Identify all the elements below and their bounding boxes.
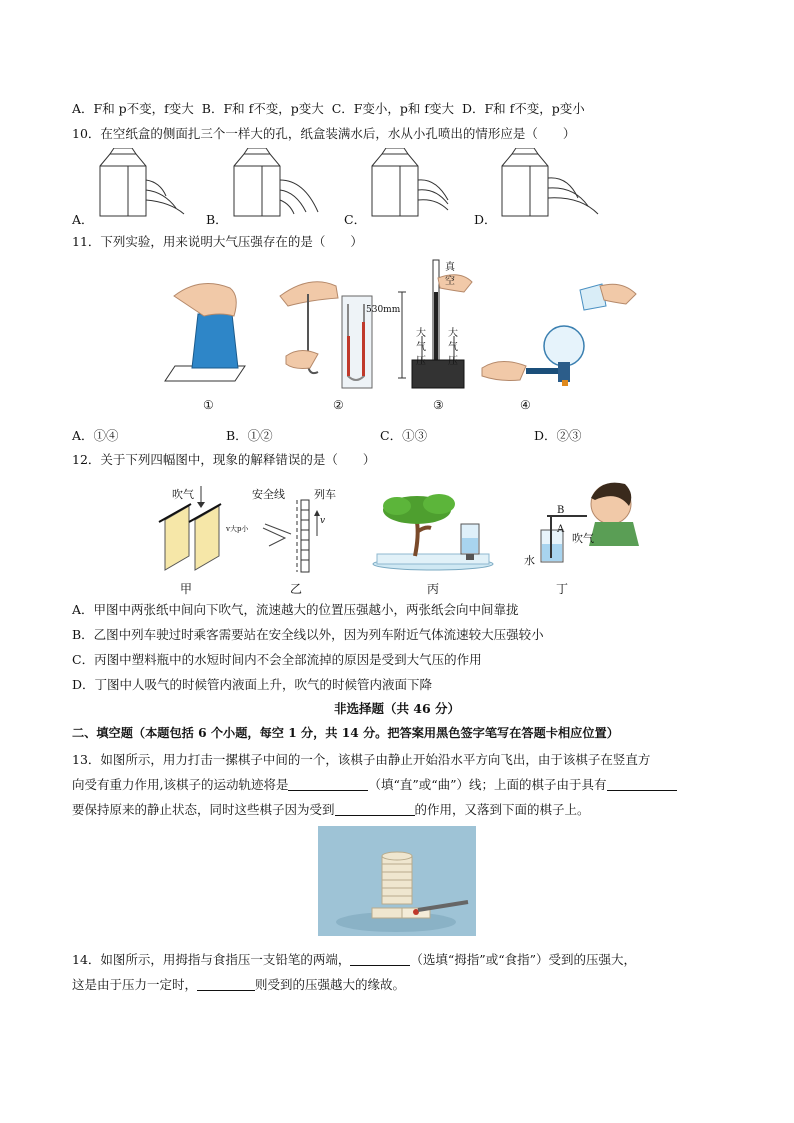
q12-label-blow: 吹气 — [172, 488, 194, 501]
q10-figures — [72, 148, 692, 226]
q11-fig3-atm-r3: 压 — [448, 356, 458, 367]
q12-label-b: B — [557, 505, 565, 516]
q10-carton-d — [502, 148, 598, 216]
q11-stem: 11．下列实验，用来说明大气压强存在的是（ ） — [72, 234, 363, 249]
q11-fig3-atm-r1: 大 — [448, 328, 458, 339]
q10-label-b: B． — [206, 212, 228, 227]
q11-fig-label-2: ② — [333, 398, 344, 412]
q12-fig-ding-boy — [541, 483, 639, 562]
q13-blank-1[interactable] — [288, 776, 368, 791]
q13-photo-chess-stack — [318, 826, 476, 936]
q12-label-water: 水 — [524, 554, 535, 567]
q13-line1: 13．如图所示，用力打击一摞棋子中间的一个，该棋子由静止开始沿水平方向飞出，由于该棋子在竖直方 — [72, 752, 651, 767]
q14-line1a: 14．如图所示，用拇指与食指压一支铅笔的两端， — [72, 952, 351, 967]
q14-line2a: 这是由于压力一定时， — [72, 977, 198, 992]
q13-blank-3[interactable] — [335, 801, 415, 816]
q12-label-fast-small: v大p小 — [226, 525, 249, 533]
q10-carton-c — [372, 148, 448, 216]
q12-label-v: v — [320, 516, 326, 526]
q9-option-c: C．F变小，p和 f变大 — [331, 101, 455, 116]
q14-line1 — [72, 951, 636, 969]
q11-fig3-vac1: 真 — [445, 262, 455, 273]
q12-caption-ding: 丁 — [556, 582, 569, 596]
q12-fig-yi-platform — [263, 500, 320, 572]
q12-option-a: A．甲图中两张纸中间向下吹气，流速越大的位置压强越小，两张纸会向中间靠拢 — [72, 602, 519, 617]
q12-caption-bing: 丙 — [427, 582, 440, 596]
q13-line3 — [72, 801, 590, 819]
q11-fig-label-4: ④ — [520, 398, 531, 412]
q14-blank-2[interactable] — [197, 976, 255, 991]
q12-option-c: C．丙图中塑料瓶中的水短时间内不会全部流掉的原因是受到大气压的作用 — [72, 652, 482, 667]
q10-carton-b — [234, 148, 318, 216]
q11-fig-label-1: ① — [203, 398, 214, 412]
q11-fig3-vac2: 空 — [445, 276, 455, 287]
q10-label-a: A． — [72, 212, 94, 227]
q13-line3a: 要保持原来的静止状态，同时这些棋子因为受到 — [72, 802, 335, 817]
q12-option-d: D．丁图中人吸气的时候管内液面上升，吹气的时候管内液面下降 — [72, 677, 433, 692]
q11-fig3-torricelli — [398, 260, 472, 388]
q13-line3b: 的作用，又落到下面的棋子上。 — [414, 802, 590, 817]
q14-line2 — [72, 976, 405, 994]
q11-fig3-atm-r2: 气 — [448, 342, 458, 353]
q9-option-d: D．F和 f不变，p变小 — [461, 101, 585, 116]
q10-stem: 10．在空纸盒的侧面扎三个一样大的孔，纸盒装满水后，水从小孔喷出的情形应是（ ） — [72, 126, 576, 141]
q11-option-d: D．②③ — [534, 428, 582, 443]
q10-carton-a — [100, 148, 184, 216]
q10-label-c: C． — [344, 212, 367, 227]
q13-line2b: （填“直”或“曲”）线；上面的棋子由于具有 — [368, 777, 607, 792]
section2-header: 二、填空题（本题包括 6 个小题，每空 1 分，共 14 分。把答案用黑色签字笔写在答题卡相应位置） — [72, 726, 619, 740]
q10-label-d: D． — [474, 212, 497, 227]
q13-line2a: 向受有重力作用,该棋子的运动轨迹将是 — [72, 777, 289, 792]
q12-label-train: 列车 — [314, 488, 336, 501]
q11-figures — [160, 256, 640, 396]
q11-option-a: A．①④ — [72, 428, 119, 443]
q14-blank-1[interactable] — [350, 951, 410, 966]
q12-fig-bing-plant — [373, 494, 493, 570]
q12-label-blow2: 吹气 — [572, 532, 594, 545]
q12-caption-yi: 乙 — [290, 582, 303, 596]
q11-fig1-cup-card — [165, 284, 245, 382]
q11-fig2-manometer — [280, 282, 372, 388]
q13-line2 — [72, 776, 677, 794]
q11-fig3-height: 530mm — [366, 305, 401, 315]
q11-fig3-atm-l2: 气 — [416, 342, 426, 353]
q12-stem: 12．关于下列四幅图中，现象的解释错误的是（ ） — [72, 452, 376, 467]
q14-line1b: （选填“拇指”或“食指”）受到的压强大， — [410, 952, 636, 967]
q12-caption-jia: 甲 — [180, 582, 193, 596]
q11-option-c: C．①③ — [380, 428, 428, 443]
q13-blank-2[interactable] — [607, 776, 677, 791]
q11-option-b: B．①② — [226, 428, 273, 443]
q12-label-safety: 安全线 — [252, 488, 285, 501]
q9-option-a: A．F和 p不变，f变大 — [72, 101, 194, 116]
q11-fig4-flask — [482, 284, 636, 386]
q11-fig-label-3: ③ — [433, 398, 444, 412]
q14-line2b: 则受到的压强越大的缘故。 — [255, 977, 406, 992]
q9-option-b: B．F和 f不变，p变大 — [201, 101, 324, 116]
q11-fig3-atm-l3: 压 — [416, 356, 426, 367]
q12-label-a: A — [557, 524, 565, 535]
q12-option-b: B．乙图中列车驶过时乘客需要站在安全线以外，因为列车附近气体流速较大压强较小 — [72, 627, 544, 642]
q9-options — [72, 100, 585, 118]
q11-fig3-atm-l1: 大 — [416, 328, 426, 339]
section-title: 非选择题（共 46 分） — [333, 701, 461, 716]
